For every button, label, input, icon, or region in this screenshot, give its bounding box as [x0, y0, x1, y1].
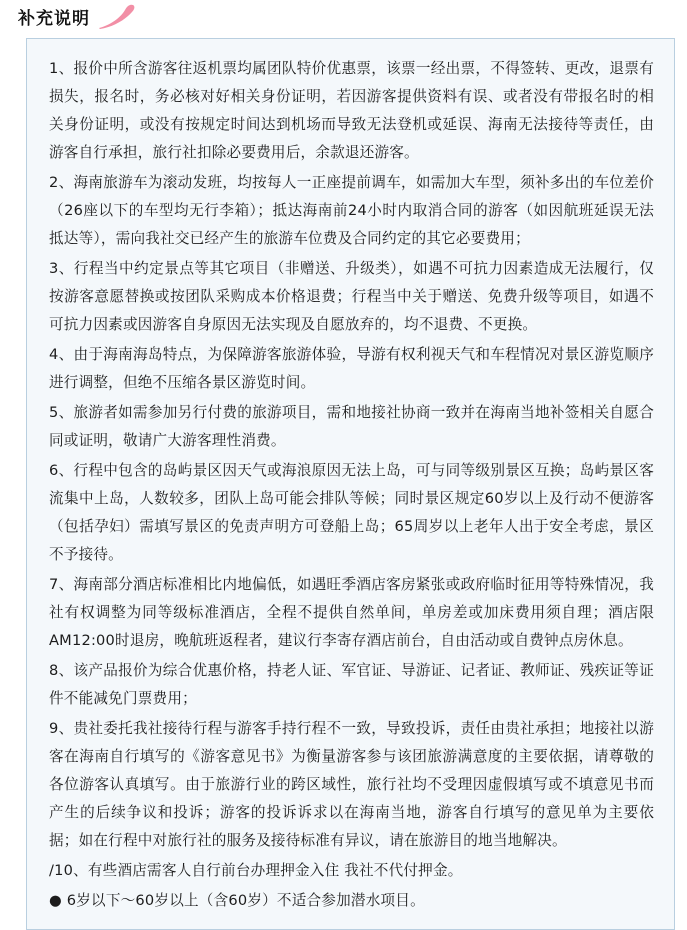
notes-container	[26, 38, 675, 930]
note-paragraph-7: 7、海南部分酒店标准相比内地偏低，如遇旺季酒店客房紧张或政府临时征用等特殊情况，我社有权调整为同等级标准酒店，全程不提供自然单间，单房差或加床费用须自理；酒店限AM12:00时退房，晚航班返程者，建议行李寄存酒店前台，自由活动或自费钟点房休息。	[49, 576, 654, 649]
note-paragraph-5: 5、旅游者如需参加另行付费的旅游项目，需和地接社协商一致并在海南当地补签相关自愿合同或证明，敬请广大游客理性消费。	[49, 404, 654, 449]
page-header	[0, 0, 687, 36]
page-title: 补充说明	[18, 9, 90, 29]
note-paragraph-10: /10、有些酒店需客人自行前台办理押金入住 我社不代付押金。	[49, 862, 463, 879]
note-paragraph-6: 6、行程中包含的岛屿景区因天气或海浪原因无法上岛，可与同等级别景区互换；岛屿景区客流集中上岛，人数较多，团队上岛可能会排队等候；同时景区规定60岁以上及行动不便游客（包括孕妇）需填写景区的免责声明方可登船上岛；65周岁以上老年人出于安全考虑，景区不予接待。	[49, 462, 654, 563]
note-paragraph-4: 4、由于海南海岛特点，为保障游客旅游体验，导游有权利视天气和车程情况对景区游览顺序进行调整，但绝不压缩各景区游览时间。	[49, 346, 654, 391]
note-paragraph-3: 3、行程当中约定景点等其它项目（非赠送、升级类），如遇不可抗力因素造成无法履行，仅按游客意愿替换或按团队采购成本价格退费；行程当中关于赠送、免费升级等项目，如遇不可抗力因素或因游客自身原因无法实现及自愿放弃的，均不退费、不更换。	[49, 260, 654, 333]
note-paragraph-1: 1、报价中所含游客往返机票均属团队特价优惠票，该票一经出票，不得签转、更改，退票有损失，报名时，务必核对好相关身份证明，若因游客提供资料有误、或者没有带报名时的相关身份证明，或没有按规定时间达到机场而导致无法登机或延误、海南无法接待等责任，由游客自行承担，旅行社扣除必要费用后，余款退还游客。	[49, 60, 654, 161]
note-paragraph-9: 9、贵社委托我社接待行程与游客手持行程不一致，导致投诉，责任由贵社承担；地接社以游客在海南自行填写的《游客意见书》为衡量游客参与该团旅游满意度的主要依据，请尊敬的各位游客认真填写。由于旅游行业的跨区域性，旅行社均不受理因虚假填写或不填意见书而产生的后续争议和投诉；游客的投诉诉求以在海南当地，游客自行填写的意见单为主要依据；如在行程中对旅行社的服务及接待标准有异议，请在旅游目的地当地解决。	[49, 720, 654, 849]
note-paragraph-8: 8、该产品报价为综合优惠价格，持老人证、军官证、导游证、记者证、教师证、残疾证等证件不能减免门票费用；	[49, 662, 654, 707]
note-paragraph-bullet: ● 6岁以下～60岁以上（含60岁）不适合参加潜水项目。	[49, 892, 425, 909]
note-paragraph-2: 2、海南旅游车为滚动发班，均按每人一正座提前调车，如需加大车型，须补多出的车位差价（26座以下的车型均无行李箱）；抵达海南前24小时内取消合同的游客（如因航班延误无法抵达等），需向我社交已经产生的旅游车位费及合同约定的其它必要费用；	[49, 174, 654, 247]
pink-swoosh-icon	[97, 4, 137, 30]
